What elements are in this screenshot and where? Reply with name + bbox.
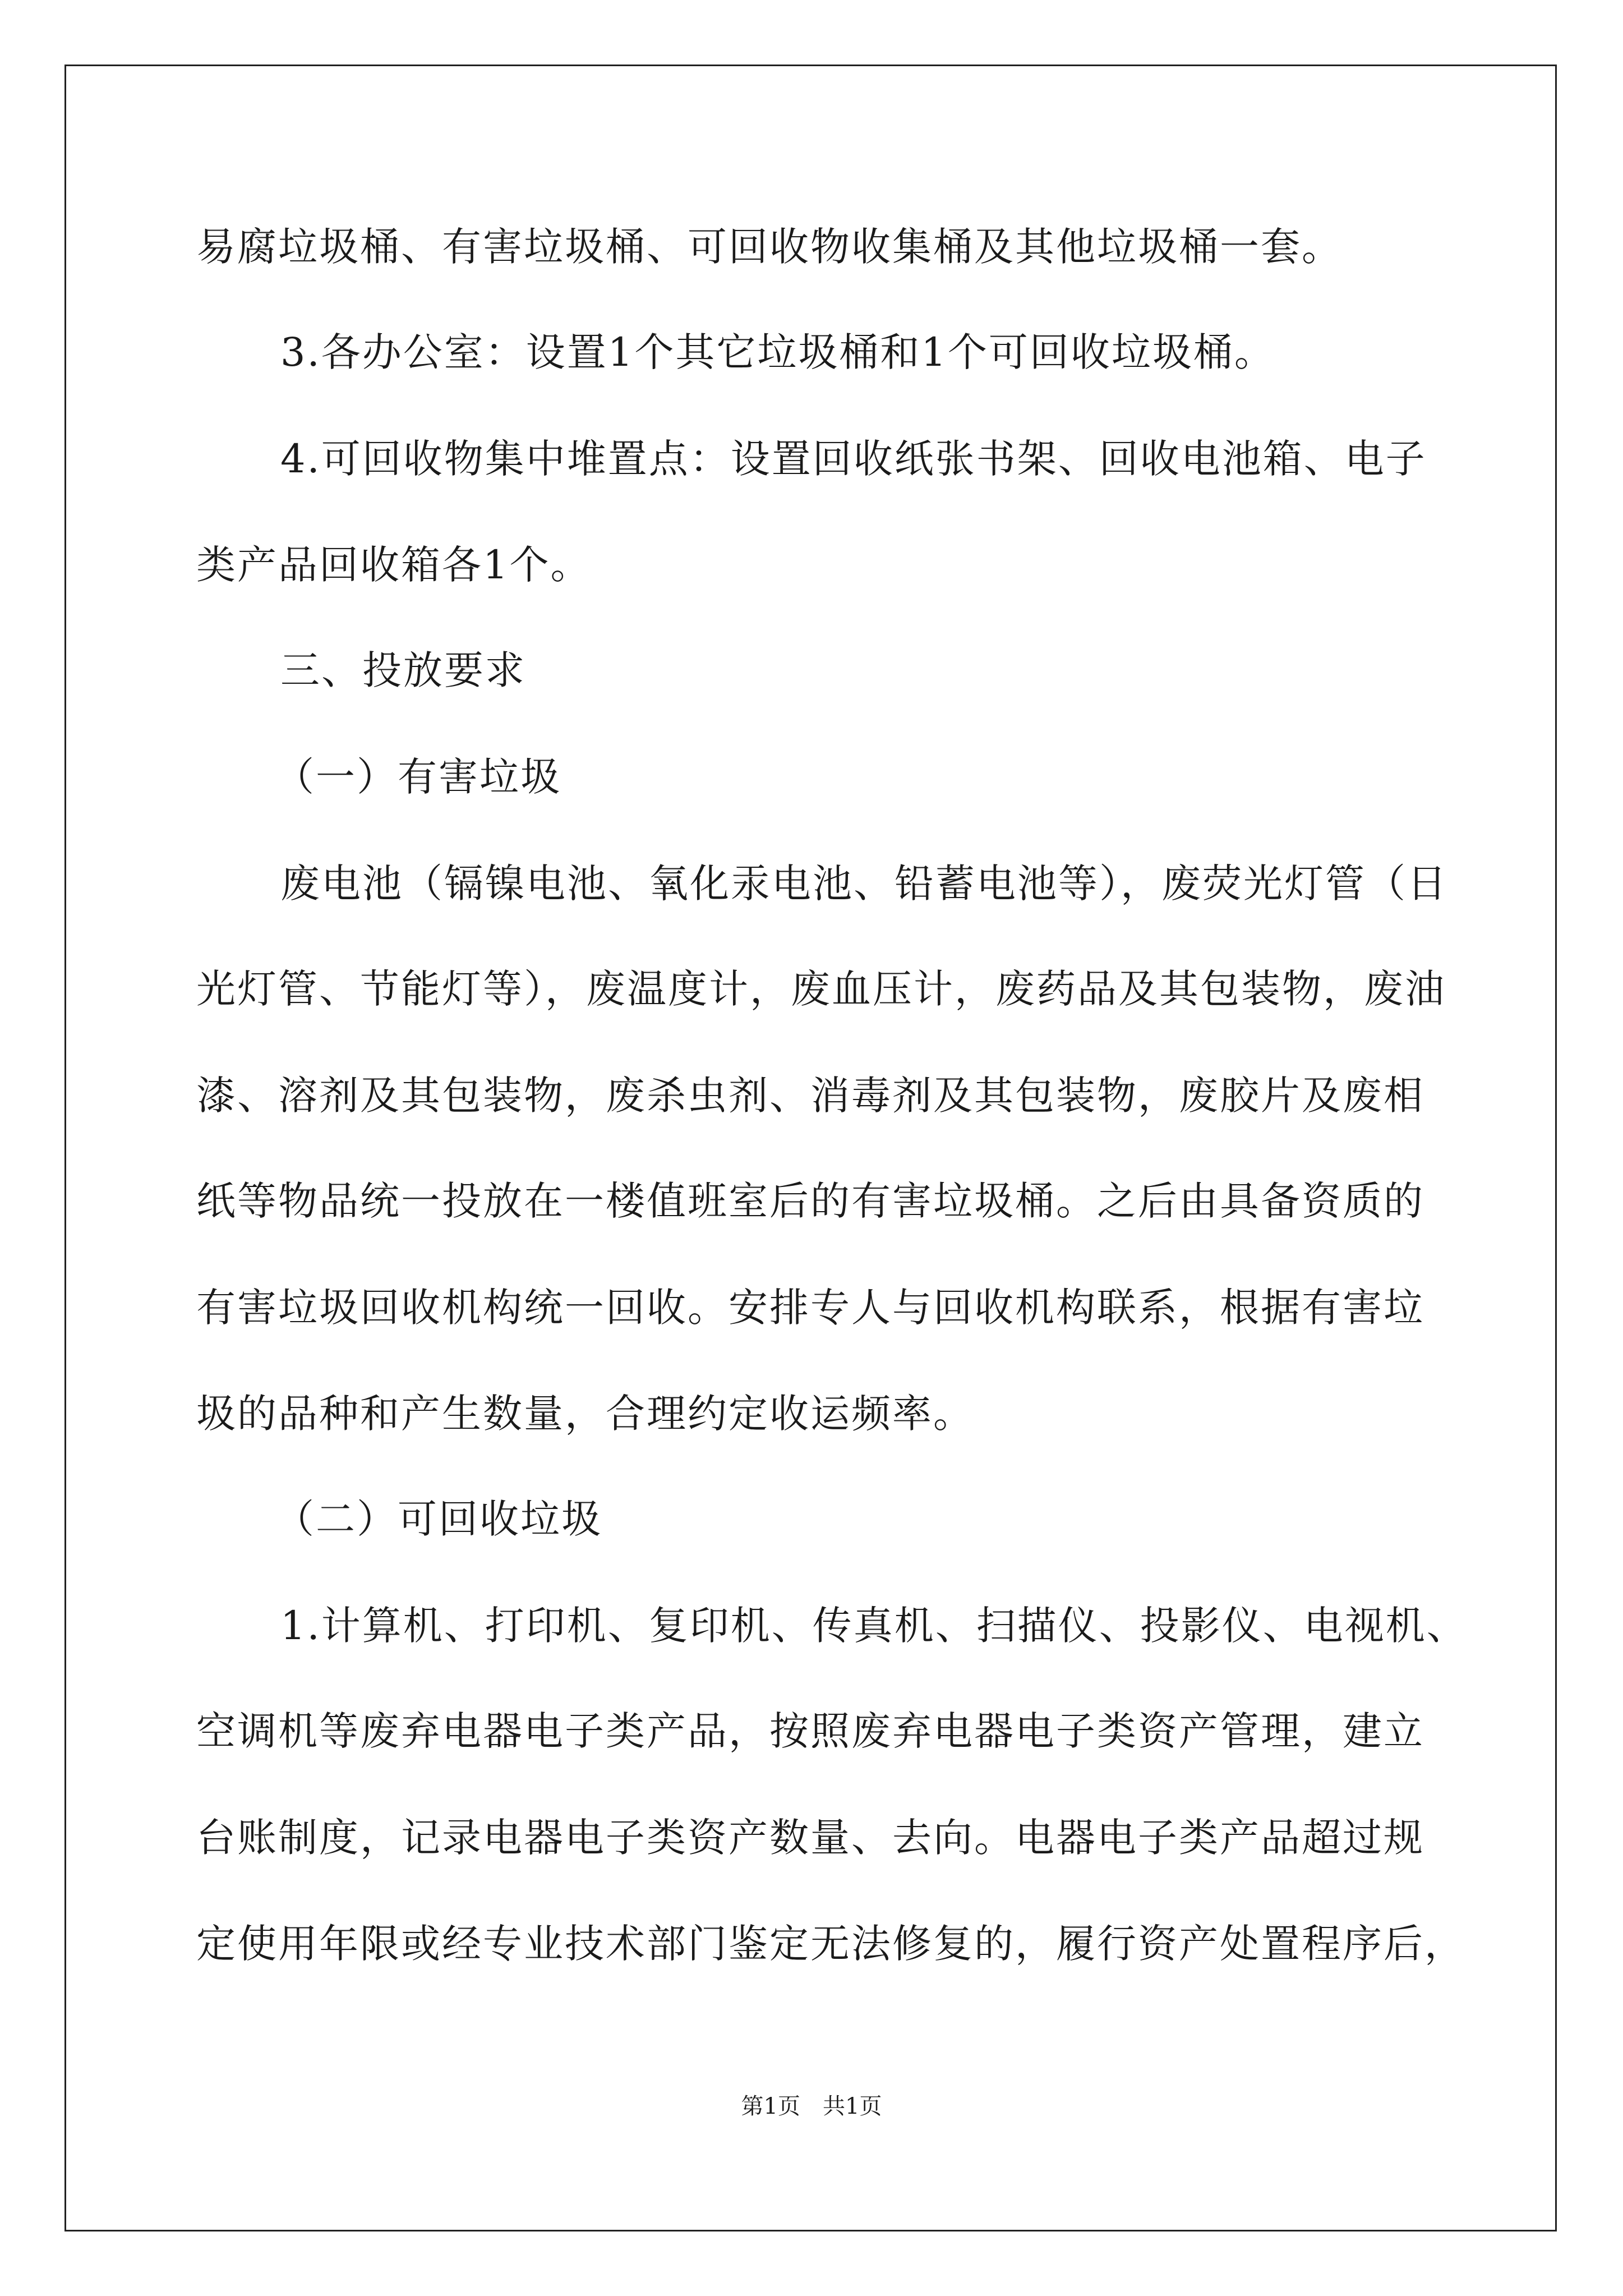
page-border [64,65,1557,2231]
text-line: 易腐垃圾桶、有害垃圾桶、可回收物收集桶及其他垃圾桶一套。 [196,224,1343,270]
text-line: 1.计算机、打印机、复印机、传真机、扫描仪、投影仪、电视机、 [280,1603,1468,1649]
section-heading: 三、投放要求 [280,647,526,693]
text-line: 光灯管、节能灯等），废温度计，废血压计，废药品及其包装物，废油 [196,966,1446,1012]
text-line: 4.可回收物集中堆置点：设置回收纸张书架、回收电池箱、电子 [280,436,1427,482]
text-line: 漆、溶剂及其包装物，废杀虫剂、消毒剂及其包装物，废胶片及废相 [196,1073,1424,1119]
text-line: 定使用年限或经专业技术部门鉴定无法修复的，履行资产处置程序后， [196,1921,1465,1967]
subsection-heading: （二）可回收垃圾 [275,1496,602,1542]
subsection-heading: （一）有害垃圾 [275,754,561,800]
text-line: 台账制度，记录电器电子类资产数量、去向。电器电子类产品超过规 [196,1815,1424,1861]
text-line: 类产品回收箱各1个。 [196,542,592,588]
page-number: 第1页 共1页 [741,2093,882,2119]
text-line: 3.各办公室：设置1个其它垃圾桶和1个可回收垃圾桶。 [280,329,1275,375]
text-line: 圾的品种和产生数量，合理约定收运频率。 [196,1391,974,1437]
text-line: 废电池（镉镍电池、氧化汞电池、铅蓄电池等），废荧光灯管（日 [280,861,1448,907]
text-line: 空调机等废弃电器电子类产品，按照废弃电器电子类资产管理，建立 [196,1708,1424,1754]
text-line: 有害垃圾回收机构统一回收。安排专人与回收机构联系，根据有害垃 [196,1285,1424,1331]
text-line: 纸等物品统一投放在一楼值班室后的有害垃圾桶。之后由具备资质的 [196,1178,1424,1224]
